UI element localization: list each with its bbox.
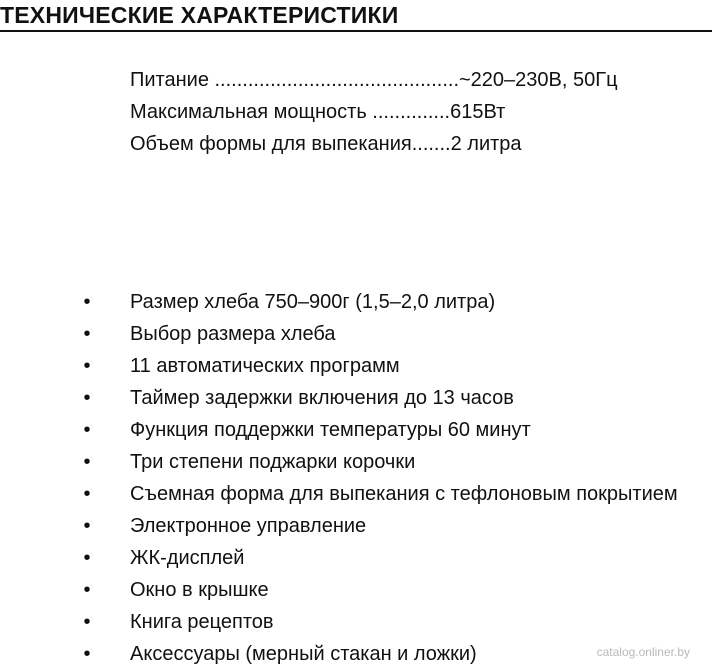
feature-text: Выбор размера хлеба — [130, 323, 336, 345]
feature-item — [0, 446, 712, 478]
bullet-marker: • — [83, 515, 91, 537]
bullet-marker: • — [83, 355, 91, 377]
bullet-marker: • — [83, 419, 91, 441]
feature-item — [0, 478, 712, 510]
feature-item — [0, 510, 712, 542]
bullet-marker: • — [83, 579, 91, 601]
bullet-marker: • — [83, 451, 91, 473]
feature-item — [0, 382, 712, 414]
feature-item — [0, 574, 712, 606]
feature-text: Окно в крышке — [130, 579, 269, 601]
bullet-marker: • — [83, 547, 91, 569]
feature-text: Съемная форма для выпекания с тефлоновым покрытием — [130, 483, 678, 505]
feature-item — [0, 606, 712, 638]
feature-item — [0, 542, 712, 574]
feature-text: Таймер задержки включения до 13 часов — [130, 387, 514, 409]
features-list — [0, 286, 712, 670]
title-underline — [0, 30, 712, 32]
bullet-marker: • — [83, 323, 91, 345]
spec-pan-volume: Объем формы для выпекания.......2 литра — [130, 133, 522, 155]
bullet-marker: • — [83, 611, 91, 633]
feature-text: Аксессуары (мерный стакан и ложки) — [130, 643, 477, 665]
watermark-text: catalog.onliner.by — [596, 645, 690, 659]
feature-text: Размер хлеба 750–900г (1,5–2,0 литра) — [130, 291, 496, 313]
feature-text: 11 автоматических программ — [130, 355, 400, 377]
feature-item — [0, 318, 712, 350]
section-title: ТЕХНИЧЕСКИЕ ХАРАКТЕРИСТИКИ — [0, 2, 399, 28]
feature-text: ЖК-дисплей — [130, 547, 245, 569]
bullet-marker: • — [83, 643, 91, 665]
bullet-marker: • — [83, 483, 91, 505]
feature-item — [0, 286, 712, 318]
spec-power: Питание ............................................~220–230В, 50Гц — [130, 69, 618, 91]
feature-text: Электронное управление — [130, 515, 367, 537]
feature-text: Три степени поджарки корочки — [130, 451, 416, 473]
bullet-marker: • — [83, 387, 91, 409]
spec-max-power: Максимальная мощность ..............615Вт — [130, 101, 506, 123]
feature-text: Книга рецептов — [130, 611, 274, 633]
feature-text: Функция поддержки температуры 60 минут — [130, 419, 531, 441]
feature-item — [0, 414, 712, 446]
specifications-list — [130, 64, 618, 160]
feature-item — [0, 350, 712, 382]
bullet-marker: • — [83, 291, 91, 313]
